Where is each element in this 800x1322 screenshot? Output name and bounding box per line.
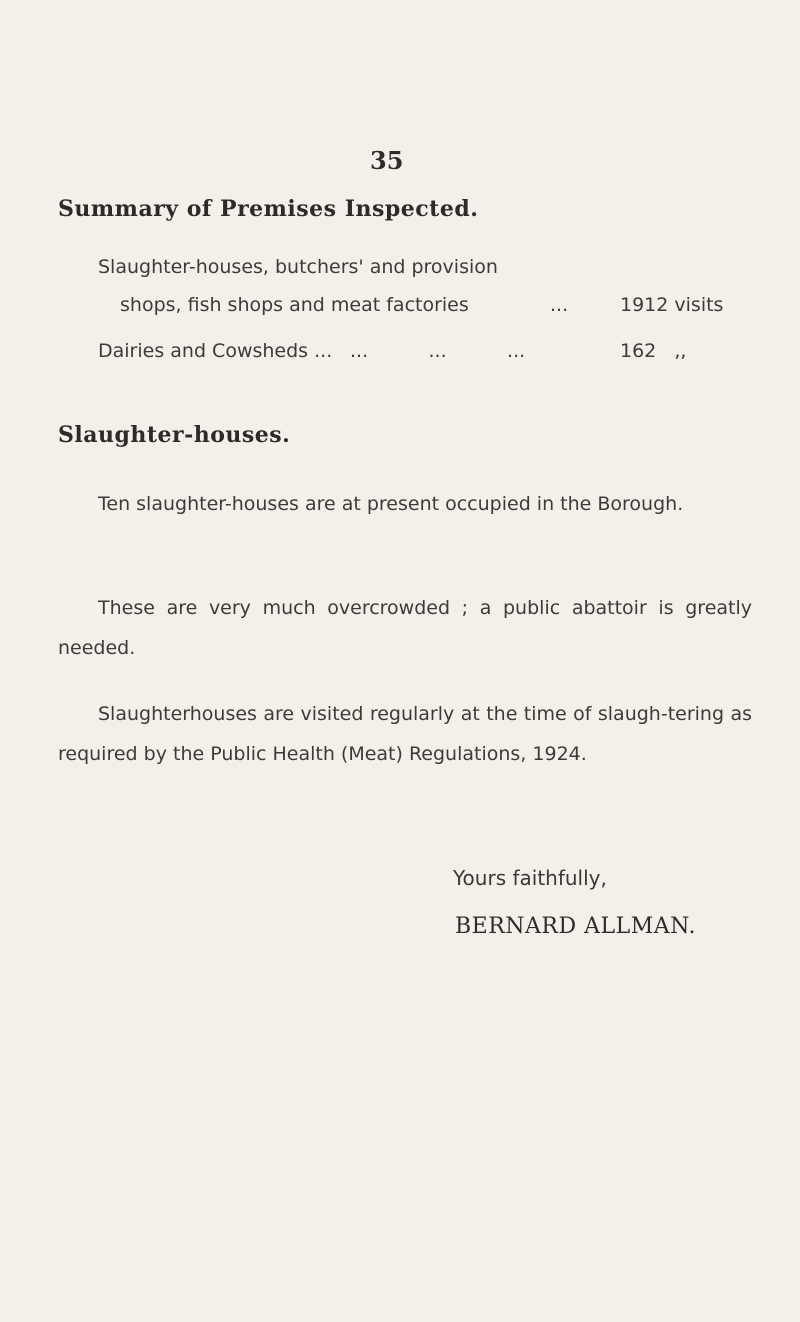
slaughterhouses-title: Slaughter-houses. (58, 422, 291, 448)
paragraph-visited-regularly: Slaughterhouses are visited regularly at the time of slaugh-tering as required by the Public Health (Meat) Regulations, 1924. (58, 703, 752, 765)
summary-row-label: shops, fish shops and meat factories (120, 294, 469, 316)
summary-title: Summary of Premises Inspected. (58, 196, 479, 222)
summary-row-slaughterhouses-line1 (98, 256, 498, 278)
signature-name: BERNARD ALLMAN. (455, 914, 696, 939)
closing-salutation: Yours faithfully, (453, 866, 607, 890)
page-number: 35 (370, 146, 404, 175)
summary-row-value: 162 ,, (620, 340, 687, 362)
leader-dots: ... ... ... (350, 340, 526, 362)
summary-row-label: Dairies and Cowsheds ... (98, 340, 333, 362)
summary-row-value: 1912 visits (620, 294, 724, 316)
paragraph-ten-slaughterhouses: Ten slaughter-houses are at present occupied in the Borough. (98, 493, 684, 515)
paragraph-overcrowded: These are very much overcrowded ; a public abattoir is greatly needed. (58, 597, 752, 659)
summary-row-label: Slaughter-houses, butchers' and provision (98, 256, 498, 278)
leader-dots: ... (550, 294, 569, 316)
